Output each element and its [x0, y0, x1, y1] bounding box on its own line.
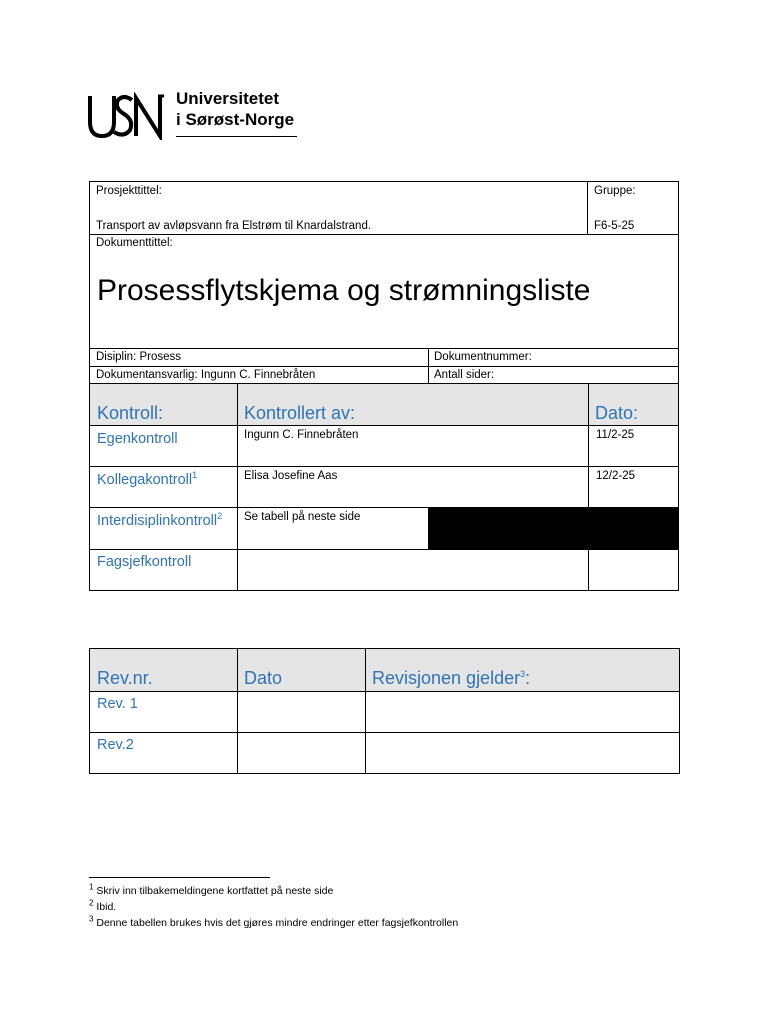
revision-concerns-suffix: : — [525, 668, 531, 688]
footnote-number: 2 — [89, 898, 94, 908]
col-header-control: Kontroll: — [97, 403, 164, 423]
logo-underline — [176, 136, 297, 137]
control-table — [89, 384, 679, 591]
control-date-value: 11/2-25 — [596, 429, 635, 441]
revision-table — [89, 648, 680, 774]
footnote-text: Denne tabellen brukes hvis det gjøres mindre endringer etter fagsjefkontrollen — [96, 917, 459, 929]
logo-wordmark — [176, 88, 294, 130]
divider — [90, 234, 678, 235]
project-title-label: Prosjekttittel: — [96, 185, 162, 197]
control-type-label: Kollegakontroll — [97, 472, 193, 488]
checked-by-value: Se tabell på neste side — [244, 511, 361, 523]
control-table-header-row — [90, 384, 678, 425]
divider — [90, 425, 678, 426]
divider — [365, 649, 366, 773]
divider — [588, 384, 589, 590]
logo-line-1: Universitetet — [176, 89, 279, 108]
footnote-1 — [89, 882, 334, 897]
document-header-table — [89, 181, 679, 384]
footnote-ref: 3 — [520, 669, 526, 679]
document-title: Prosessflytskjema og strømningsliste — [97, 274, 591, 307]
group-label: Gruppe: — [594, 185, 636, 197]
divider — [90, 549, 678, 550]
logo-line-2: i Sørøst-Norge — [176, 110, 295, 129]
divider — [90, 732, 679, 733]
footnote-separator — [89, 877, 270, 878]
document-responsible: Dokumentansvarlig: Ingunn C. Finnebråten — [96, 369, 316, 381]
footnote-ref: 2 — [217, 511, 223, 522]
document-title-label: Dokumenttittel: — [96, 237, 173, 249]
control-type-label: Interdisiplinkontroll — [97, 513, 218, 529]
revision-concerns-label: Revisjonen gjelder — [372, 668, 521, 688]
control-row-interdisciplinary-check — [97, 513, 222, 529]
revision-row-1-number: Rev. 1 — [97, 696, 138, 712]
document-number-label: Dokumentnummer: — [434, 351, 532, 363]
footnote-2 — [89, 898, 117, 913]
footnote-ref: 1 — [192, 470, 198, 481]
group-value: F6-5-25 — [594, 220, 635, 232]
col-header-revision-number: Rev.nr. — [97, 668, 153, 688]
divider — [237, 384, 238, 590]
footnote-text: Ibid. — [96, 901, 117, 913]
checked-by-value: Elisa Josefine Aas — [244, 470, 338, 482]
divider — [90, 691, 679, 692]
footnote-number: 1 — [89, 882, 94, 892]
redaction-block — [428, 508, 678, 549]
control-date-value: 12/2-25 — [596, 470, 636, 482]
divider — [90, 466, 678, 467]
checked-by-value: Ingunn C. Finnebråten — [244, 429, 359, 441]
control-row-self-check — [97, 431, 178, 447]
divider — [90, 366, 678, 367]
usn-logo — [88, 88, 303, 144]
divider — [587, 182, 588, 235]
footnote-text: Skriv inn tilbakemeldingene kortfattet på neste side — [96, 885, 334, 897]
col-header-revision-date: Dato — [244, 668, 283, 688]
divider — [428, 348, 429, 384]
divider — [90, 348, 678, 349]
footnote-number: 3 — [89, 914, 94, 924]
discipline: Disiplin: Prosess — [96, 351, 181, 363]
footnote-3 — [89, 914, 459, 929]
col-header-revision-concerns — [372, 668, 530, 689]
usn-logo-mark — [88, 92, 166, 140]
control-type-label: Fagsjefkontroll — [97, 554, 192, 570]
page-count-label: Antall sider: — [434, 369, 495, 381]
control-type-label: Egenkontroll — [97, 431, 178, 447]
project-title-value: Transport av avløpsvann fra Elstrøm til Knardalstrand. — [96, 220, 372, 232]
divider — [237, 649, 238, 773]
control-row-peer-check — [97, 472, 197, 488]
control-row-department-head-check — [97, 554, 191, 570]
col-header-checked-by: Kontrollert av: — [244, 403, 356, 423]
revision-row-2-number: Rev.2 — [97, 737, 134, 753]
col-header-date: Dato: — [595, 403, 639, 423]
